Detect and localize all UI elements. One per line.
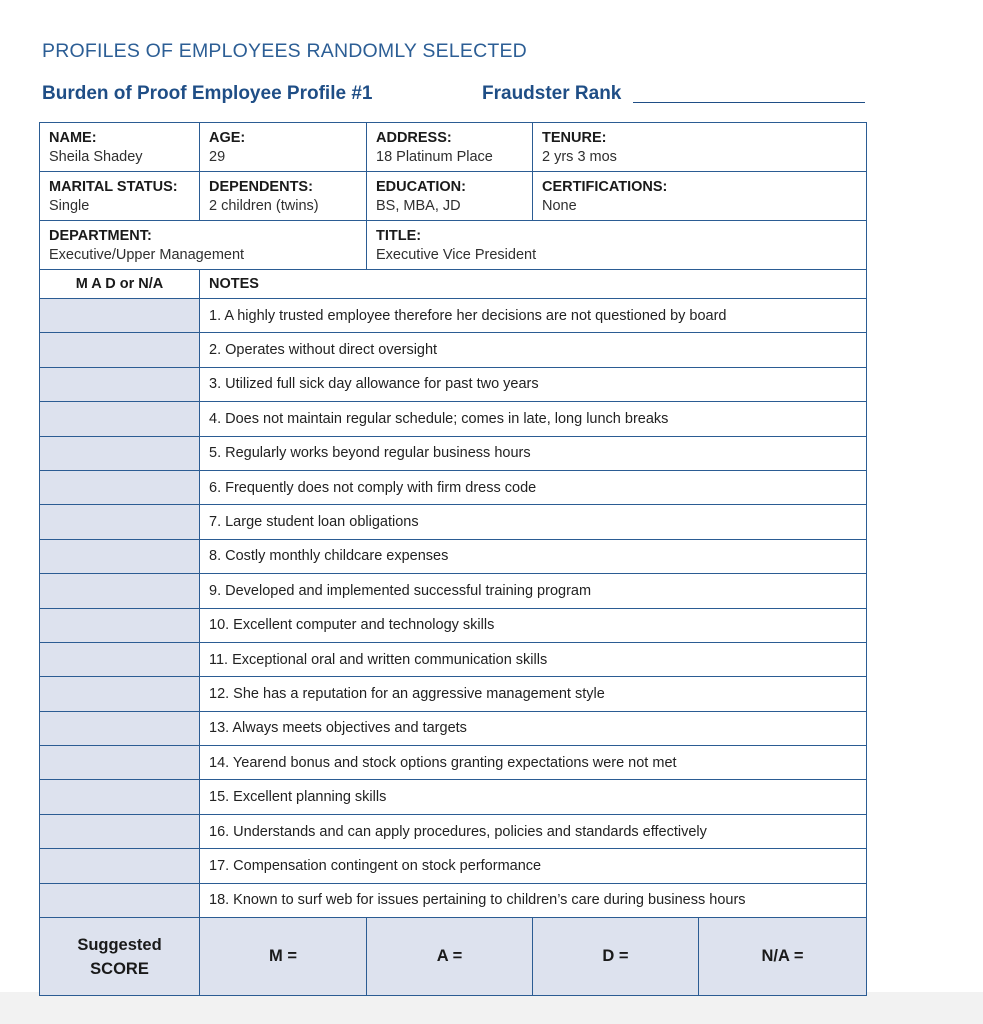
note-text: 8. Costly monthly childcare expenses <box>200 539 867 573</box>
mad-input-cell[interactable] <box>40 746 200 780</box>
note-text: 5. Regularly works beyond regular business hours <box>200 436 867 470</box>
certifications-cell <box>533 172 867 221</box>
note-text: 9. Developed and implemented successful training program <box>200 574 867 608</box>
suggested-score-line1: Suggested <box>77 935 162 954</box>
mad-input-cell[interactable] <box>40 814 200 848</box>
note-row <box>40 574 867 608</box>
mad-input-cell[interactable] <box>40 780 200 814</box>
mad-input-cell[interactable] <box>40 299 200 333</box>
title-value: Executive Vice President <box>376 247 537 263</box>
note-text: 17. Compensation contingent on stock performance <box>200 849 867 883</box>
note-row <box>40 849 867 883</box>
mad-input-cell[interactable] <box>40 883 200 917</box>
note-text: 1. A highly trusted employee therefore her decisions are not questioned by board <box>200 299 867 333</box>
name-label: NAME: <box>49 130 97 146</box>
tenure-value: 2 yrs 3 mos <box>542 149 617 165</box>
education-value: BS, MBA, JD <box>376 198 461 214</box>
note-row <box>40 539 867 573</box>
note-row <box>40 814 867 848</box>
age-value: 29 <box>209 149 226 165</box>
dependents-label: DEPENDENTS: <box>209 179 313 195</box>
note-row <box>40 367 867 401</box>
address-label: ADDRESS: <box>376 130 452 146</box>
note-text: 15. Excellent planning skills <box>200 780 867 814</box>
education-label: EDUCATION: <box>376 179 466 195</box>
mad-input-cell[interactable] <box>40 574 200 608</box>
notes-column-header: NOTES <box>200 270 867 299</box>
mad-input-cell[interactable] <box>40 505 200 539</box>
note-row <box>40 402 867 436</box>
mad-input-cell[interactable] <box>40 849 200 883</box>
mad-input-cell[interactable] <box>40 402 200 436</box>
note-text: 11. Exceptional oral and written communication skills <box>200 642 867 676</box>
mad-input-cell[interactable] <box>40 539 200 573</box>
note-row <box>40 470 867 504</box>
suggested-score-line2: SCORE <box>90 959 149 978</box>
note-text: 18. Known to surf web for issues pertaining to children’s care during business hours <box>200 883 867 917</box>
note-row <box>40 333 867 367</box>
note-text: 13. Always meets objectives and targets <box>200 711 867 745</box>
note-text: 6. Frequently does not comply with firm dress code <box>200 470 867 504</box>
mad-input-cell[interactable] <box>40 333 200 367</box>
age-label: AGE: <box>209 130 246 146</box>
name-value: Sheila Shadey <box>49 149 143 165</box>
suggested-score-label <box>40 918 200 996</box>
department-label: DEPARTMENT: <box>49 228 152 244</box>
note-text: 10. Excellent computer and technology skills <box>200 608 867 642</box>
mad-input-cell[interactable] <box>40 367 200 401</box>
document-title: PROFILES OF EMPLOYEES RANDOMLY SELECTED <box>42 40 527 62</box>
note-text: 16. Understands and can apply procedures, policies and standards effectively <box>200 814 867 848</box>
score-na-cell[interactable]: N/A = <box>699 918 867 996</box>
certifications-label: CERTIFICATIONS: <box>542 179 668 195</box>
note-row <box>40 608 867 642</box>
department-value: Executive/Upper Management <box>49 247 245 263</box>
note-text: 3. Utilized full sick day allowance for past two years <box>200 367 867 401</box>
profile-title: Burden of Proof Employee Profile #1 <box>42 83 373 104</box>
note-row <box>40 299 867 333</box>
note-row <box>40 780 867 814</box>
page-bottom-band <box>0 992 983 1024</box>
note-text: 4. Does not maintain regular schedule; comes in late, long lunch breaks <box>200 402 867 436</box>
note-row <box>40 711 867 745</box>
mad-input-cell[interactable] <box>40 677 200 711</box>
score-m-cell[interactable]: M = <box>200 918 367 996</box>
address-value: 18 Platinum Place <box>376 149 493 165</box>
note-row <box>40 677 867 711</box>
tenure-cell <box>533 123 867 172</box>
marital-status-cell <box>40 172 200 221</box>
marital-status-label: MARITAL STATUS: <box>49 179 178 195</box>
title-label: TITLE: <box>376 228 422 244</box>
note-row <box>40 505 867 539</box>
note-row <box>40 746 867 780</box>
marital-status-value: Single <box>49 198 90 214</box>
address-cell <box>367 123 533 172</box>
note-row <box>40 642 867 676</box>
mad-column-header: M A D or N/A <box>40 270 200 299</box>
mad-input-cell[interactable] <box>40 642 200 676</box>
note-text: 7. Large student loan obligations <box>200 505 867 539</box>
mad-input-cell[interactable] <box>40 608 200 642</box>
note-text: 14. Yearend bonus and stock options granting expectations were not met <box>200 746 867 780</box>
age-cell <box>200 123 367 172</box>
mad-input-cell[interactable] <box>40 711 200 745</box>
name-cell <box>40 123 200 172</box>
note-text: 12. She has a reputation for an aggressive management style <box>200 677 867 711</box>
score-d-cell[interactable]: D = <box>533 918 699 996</box>
department-cell <box>40 221 367 270</box>
mad-input-cell[interactable] <box>40 436 200 470</box>
education-cell <box>367 172 533 221</box>
employee-profile-table <box>39 122 867 996</box>
fraudster-rank-label: Fraudster Rank <box>482 83 622 104</box>
fraudster-rank-input-line[interactable] <box>633 102 865 103</box>
title-cell <box>367 221 867 270</box>
note-row <box>40 436 867 470</box>
certifications-value: None <box>542 198 577 214</box>
dependents-cell <box>200 172 367 221</box>
score-a-cell[interactable]: A = <box>367 918 533 996</box>
note-text: 2. Operates without direct oversight <box>200 333 867 367</box>
tenure-label: TENURE: <box>542 130 607 146</box>
mad-input-cell[interactable] <box>40 470 200 504</box>
note-row <box>40 883 867 917</box>
dependents-value: 2 children (twins) <box>209 198 319 214</box>
